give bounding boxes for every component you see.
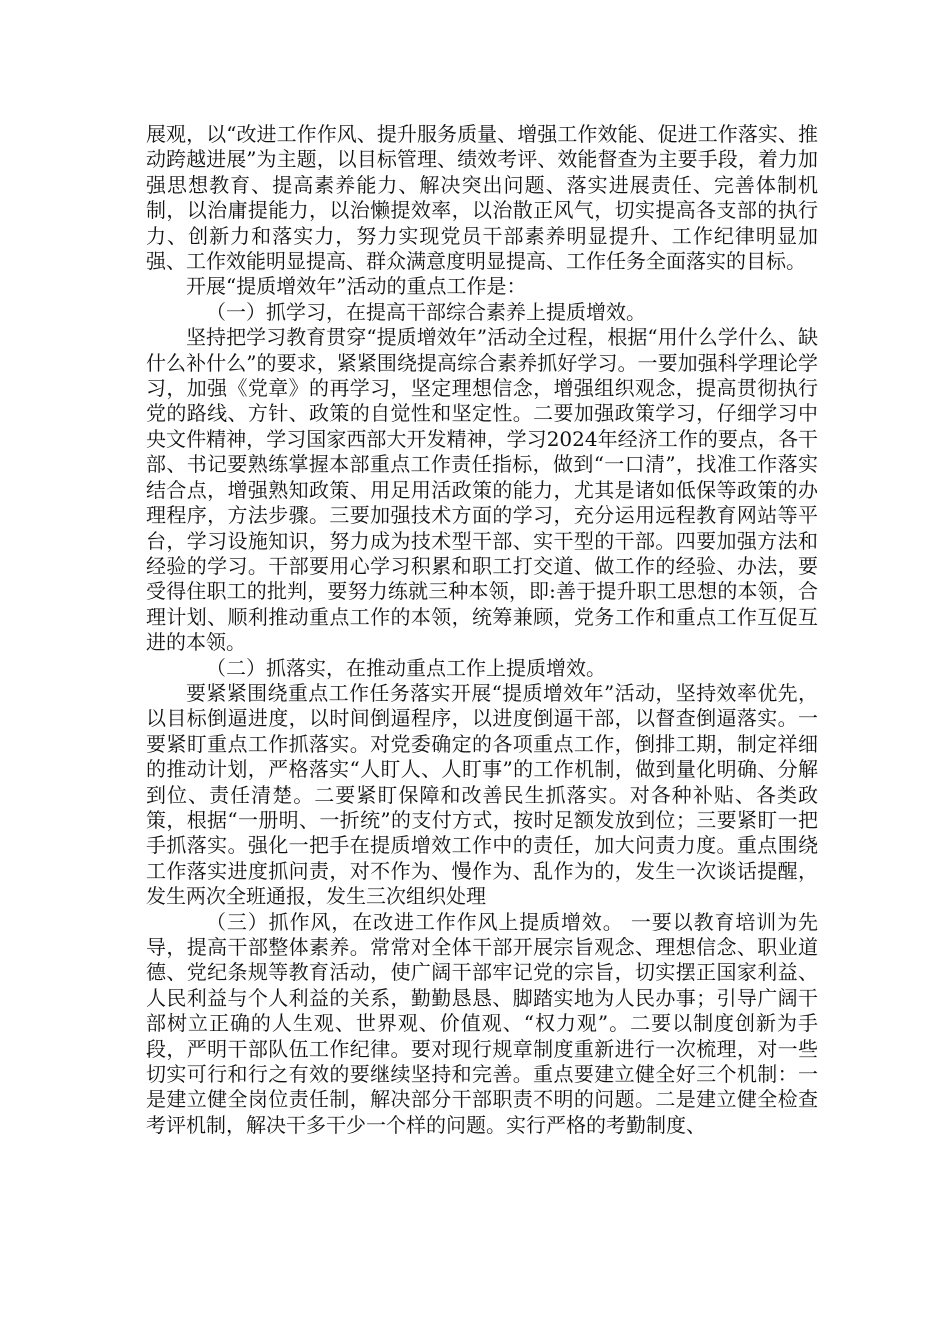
paragraph-key-work-intro: 开展“提质增效年”活动的重点工作是： xyxy=(186,274,527,299)
paragraph-study: 坚持把学习教育贯穿“提质增效年”活动全过程，根据“用什么学什么、缺什么补什么”的要求，紧紧围绕提高综合素养抓好学习。一要加强科学理论学习，加强《党章》的再学习，坚定理想信念，增强组织观念，提高贯彻执行党的路线、方针、政策的自觉性和坚定性。二要加强政策学习，仔细学习中央文件精神，学习国家西部大开发精神，学习2024年经济工作的要点，各干部、书记要熟练掌握本部重点工作责任指标，做到“一口清”，找准工作落实结合点，增强熟知政策、用足用活政策的能力，尤其是诸如低保等政策的办理程序，方法步骤。三要加强技术方面的学习，充分运用远程教育网站等平台，学习设施知识，努力成为技术型干部、实干型的干部。四要加强方法和经验的学习。干部要用心学习积累和职工打交道、做工作的经验、办法，要受得住职工的批判，要努力练就三种本领，即:善于提升职工思想的本领，合理计划、顺利推动重点工作的本领，统筹兼顾，党务工作和重点工作互促互进的本领。 xyxy=(146,325,818,655)
paragraph-implementation: 要紧紧围绕重点工作任务落实开展“提质增效年”活动，坚持效率优先，以目标倒逼进度，以时间倒逼程序，以进度倒逼干部，以督查倒逼落实。一要紧盯重点工作抓落实。对党委确定的各项重点工作，倒排工期，制定祥细的推动计划，严格落实“人盯人、人盯事”的工作机制，做到量化明确、分解到位、责任清楚。二要紧盯保障和改善民生抓落实。对各种补贴、各类政策，根据“一册明、一折统”的支付方式，按时足额发放到位；三要紧盯一把手抓落实。强化一把手在提质增效工作中的责任，加大问责力度。重点围绕工作落实进度抓问责，对不作为、慢作为、乱作为的，发生一次谈话提醒，发生两次全班通报，发生三次组织处理 xyxy=(146,680,818,909)
section-heading-3-with-text: （三）抓作风，在改进工作作风上提质增效。 一要以教育培训为先导，提高干部整体素养。常常对全体干部开展宗旨观念、理想信念、职业道德、党纪条规等教育活动，使广阔干部牢记党的宗旨，切实摆正国家利益、人民利益与个人利益的关系，勤勤恳恳、脚踏实地为人民办事；引导广阔干部树立正确的人生观、世界观、价值观、“权力观”。二要以制度创新为手段，严明干部队伍工作纪律。要对现行规章制度重新进行一次梳理，对一些切实可行和行之有效的要继续坚持和完善。重点要建立健全好三个机制：一是建立健全岗位责任制，解决部分干部职责不明的问题。二是建立健全检查考评机制，解决干多干少一个样的问题。实行严格的考勤制度、 xyxy=(146,909,818,1137)
section-heading-2: （二）抓落实，在推动重点工作上提质增效。 xyxy=(206,655,606,680)
paragraph-intro-continuation: 展观，以“改进工作作风、提升服务质量、增强工作效能、促进工作落实、推动跨越进展”为主题，以目标管理、绩效考评、效能督查为主要手段，着力加强思想教育、提高素养能力、解决突出问题、落实进展责任、完善体制机制，以治庸提能力，以治懒提效率，以治散正风气，切实提高各支部的执行力、创新力和落实力，努力实现党员干部素养明显提升、工作纪律明显加强、工作效能明显提高、群众满意度明显提高、工作任务全面落实的目标。 xyxy=(146,122,818,274)
section-heading-1: （一）抓学习，在提高干部综合素养上提质增效。 xyxy=(206,299,646,324)
document-body xyxy=(146,122,818,1138)
